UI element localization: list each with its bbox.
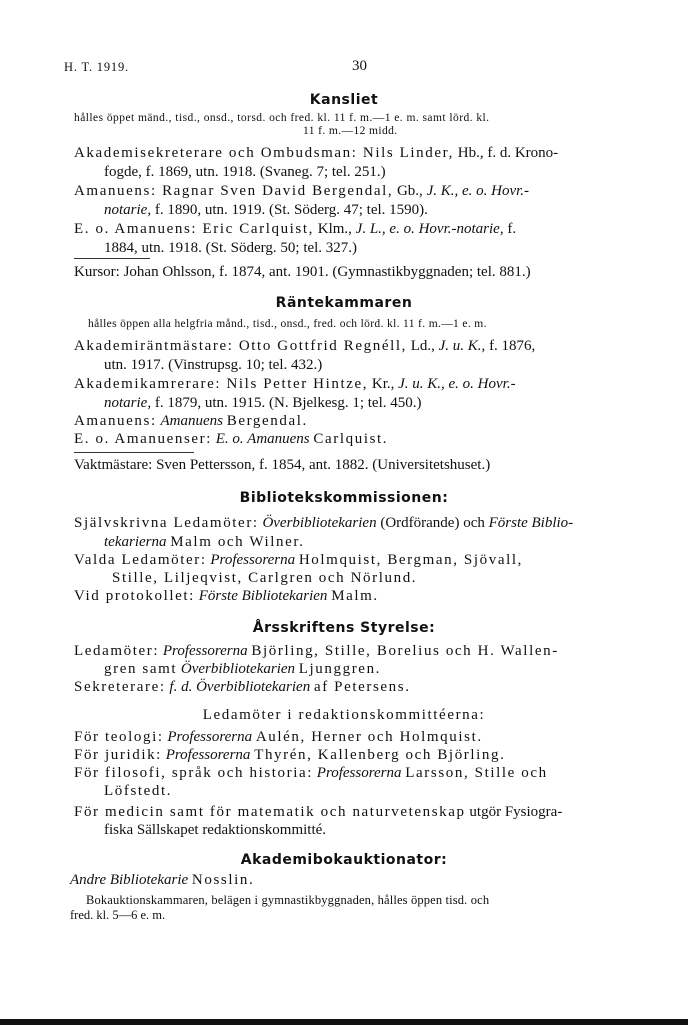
kansliet-line-6: 1884, utn. 1918. (St. Söderg. 50; tel. 327.) <box>104 240 358 256</box>
arsskrift-line-2: gren samt Överbibliotekarien Ljunggren. <box>104 661 382 677</box>
rantekammaren-line-5: Amanuens: Amanuens Bergendal. <box>74 413 308 429</box>
section-heading-rantekammaren: Räntekammaren <box>275 295 413 311</box>
rantekammaren-vaktmastare-line: Vaktmästare: Sven Pettersson, f. 1854, ant. 1882. (Universitetshuset.) <box>74 457 491 473</box>
kansliet-line-2: fogde, f. 1869, utn. 1918. (Svaneg. 7; tel. 251.) <box>104 164 386 180</box>
auktion-line-3: fred. kl. 5—6 e. m. <box>70 908 166 922</box>
kansliet-line-1: Akademisekreterare och Ombudsman: Nils Linder, Hb., f. d. Krono- <box>74 145 559 161</box>
kansliet-kursor-line: Kursor: Johan Ohlsson, f. 1874, ant. 1901. (Gymnastikbyggnaden; tel. 881.) <box>74 264 531 280</box>
arsskrift-line-5: För juridik: Professorerna Thyrén, Kallenberg och Björling. <box>74 747 506 763</box>
kansliet-hours-line-1: hålles öppet mänd., tisd., onsd., torsd. och fred. kl. 11 f. m.—1 e. m. samt lörd. kl. <box>74 112 490 124</box>
kansliet-hours-line-2: 11 f. m.—12 midd. <box>303 125 398 137</box>
divider <box>74 258 150 259</box>
rantekammaren-hours: hålles öppen alla helgfria månd., tisd., onsd., fred. och lörd. kl. 11 f. m.—1 e. m. <box>88 318 487 330</box>
section-heading-bibliotek: Bibliotekskommissionen: <box>239 490 449 506</box>
arsskrift-line-7: Löfstedt. <box>104 783 173 799</box>
section-heading-kansliet: Kansliet <box>309 92 379 108</box>
rantekammaren-line-6: E. o. Amanuenser: E. o. Amanuens Carlquist. <box>74 431 389 447</box>
arsskrift-line-3: Sekreterare: f. d. Överbibliotekarien af Petersens. <box>74 679 411 695</box>
kansliet-line-5: E. o. Amanuens: Eric Carlquist, Klm., J. L., e. o. Hovr.-notarie, f. <box>74 221 517 237</box>
arsskrift-line-9: fiska Sällskapet redaktionskommitté. <box>104 822 327 838</box>
page-number: 30 <box>352 58 367 74</box>
divider <box>74 452 194 453</box>
bibliotek-line-3: Valda Ledamöter: Professorerna Holmquist, Bergman, Sjövall, <box>74 552 523 568</box>
section-heading-arsskrift: Årsskriftens Styrelse: <box>252 620 436 636</box>
auktion-line-1: Andre Bibliotekarie Nosslin. <box>70 872 255 888</box>
kansliet-line-4: notarie, f. 1890, utn. 1919. (St. Söderg. 47; tel. 1590). <box>104 202 428 218</box>
bibliotek-line-2: tekarierna Malm och Wilner. <box>104 534 305 550</box>
bibliotek-line-1: Självskrivna Ledamöter: Överbibliotekarien (Ordförande) och Förste Biblio- <box>74 515 574 531</box>
arsskrift-line-4: För teologi: Professorerna Aulén, Herner och Holmquist. <box>74 729 483 745</box>
arsskrift-line-8: För medicin samt för matematik och naturvetenskap utgör Fysiogra- <box>74 804 563 820</box>
arsskrift-line-6: För filosofi, språk och historia: Professorerna Larsson, Stille och <box>74 765 548 781</box>
arsskrift-subheading: Ledamöter i redaktionskommittéerna: <box>202 707 486 723</box>
bibliotek-line-4: Stille, Liljeqvist, Carlgren och Nörlund. <box>112 570 418 586</box>
rantekammaren-line-1: Akademiräntmästare: Otto Gottfrid Regnéll, Ld., J. u. K., f. 1876, <box>74 338 536 354</box>
section-heading-auktion: Akademibokauktionator: <box>240 852 448 868</box>
scan-edge <box>0 1019 688 1025</box>
running-header: H. T. 1919. <box>64 60 129 74</box>
rantekammaren-line-2: utn. 1917. (Vinstrupsg. 10; tel. 432.) <box>104 357 323 373</box>
arsskrift-line-1: Ledamöter: Professorerna Björling, Stille, Borelius och H. Wallen- <box>74 643 559 659</box>
rantekammaren-line-4: notarie, f. 1879, utn. 1915. (N. Bjelkesg. 1; tel. 450.) <box>104 395 422 411</box>
rantekammaren-line-3: Akademikamrerare: Nils Petter Hintze, Kr., J. u. K., e. o. Hovr.- <box>74 376 516 392</box>
kansliet-line-3: Amanuens: Ragnar Sven David Bergendal, Gb., J. K., e. o. Hovr.- <box>74 183 530 199</box>
official-title: Akademisekreterare och Ombudsman: Nils Linder, <box>74 145 454 161</box>
auktion-line-2: Bokauktionskammaren, belägen i gymnastikbyggnaden, hålles öppen tisd. och <box>86 893 490 907</box>
bibliotek-line-5: Vid protokollet: Förste Bibliotekarien Malm. <box>74 588 379 604</box>
